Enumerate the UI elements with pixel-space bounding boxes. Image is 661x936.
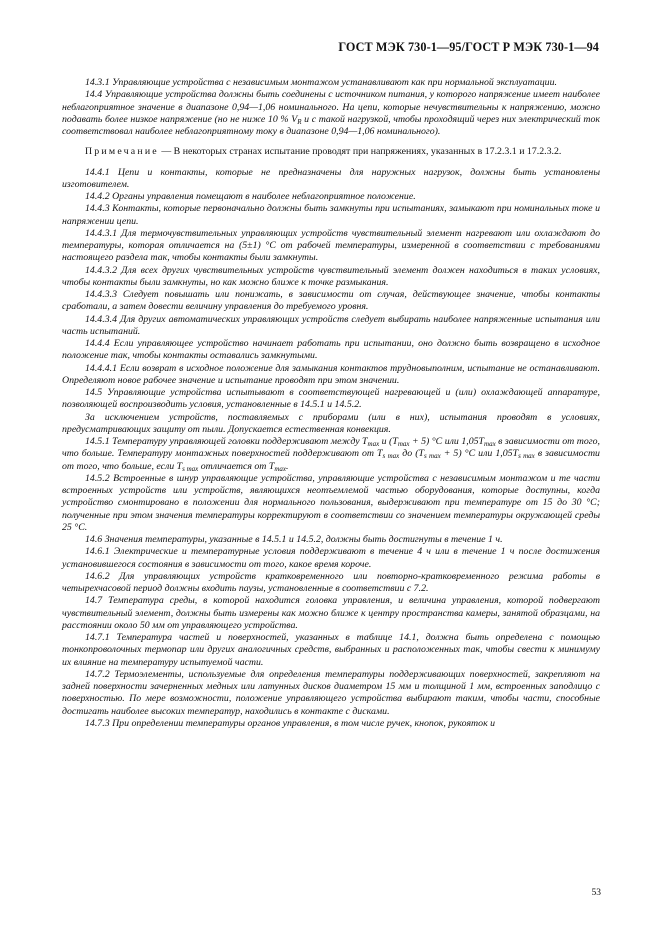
subscript: s max [382,452,400,461]
subscript: max [397,440,410,448]
text-run: + 5) °С или 1,05T [409,436,485,447]
paragraph: 14.7.3 При определении температуры органов управления, в том числе ручек, кнопок, рукояток и [85,717,496,729]
subscript: s max [518,452,535,461]
paragraph: 14.4.3.2 Для всех других чувствительных устройств чувствительный элемент должен находиться в таких условиях, чтобы контакты были замкнуты, но как можно ближе к точке размыкания. [62,264,600,288]
paragraph: 14.5.2 Встроенные в шнур управляющие устройства, управляющие устройства с независимым монтажом и те части встроенных устройств или устройств, являющихся неотъемлемой частью оборудования, которые доступны, когда устройство смонтировано в положении для нормального пользования, выдерживают при температуре от 15 до 30 °С; полученные при этом значения температуры корректируют в соответствии со значением температуры окружающей среды 25 °С. [62,472,600,533]
text-run: . [286,460,289,472]
paragraph: 14.7 Температура среды, в которой находится головка управления, и величина управления, которой подвергают чувствительный элемент, должны быть измерены как можно ближе к центру пространства камеры, занятой образцами, на расстоянии около 50 мм от управляющего устройства. [62,595,600,631]
paragraph-text: и с такой нагрузкой, чтобы проходящий через них электрический ток соответствовал наиболее неблагоприятному току в диапазоне 0,94—1,06 номинального). [62,113,600,137]
paragraph: 14.4.4 Если управляющее устройство начинает работать при испытании, оно должно быть возвращено в исходное положение так, чтобы контакты оставались замкнутыми. [62,338,600,362]
subscript: max [367,440,380,448]
paragraph: 14.7.1 Температура частей и поверхностей, указанных в таблице 14.1, должна быть определена с помощью тонкопроволочных термопар или других аналогичных средств, выбранных и расположенных так, чтобы свести к минимуму их влияние на температуру испытуемой части. [62,632,600,668]
note-label: Примечание [85,146,159,158]
paragraph: 14.6 Значения температуры, указанные в 14.5.1 и 14.5.2, должны быть достигнуты в течение 1 ч. [85,534,503,545]
paragraph-text: 14.4 Управляющие устройства должны быть соединены с источником питания, у которого напряжение имеет наиболее неблагоприятное значение в диапазоне 0,94—1,06 номинального. На цепи, которые нечувствительны к напряжению, можно подавать более низкое напряжение (но не ниже 10 % V [62,89,600,125]
paragraph: 14.4.4.1 Если возврат в исходное положение для замыкания контактов трудновыполним, испытание не останавливают. Определяют новое рабочее значение и испытание проводят при этом значении. [62,362,600,386]
subscript: R [297,117,302,126]
paragraph: 14.4.3.3 Следует повышать или понижать, в зависимости от случая, действующее значение, чтобы контакты сработали, а затем довести величину управления до требуемого уровня. [62,289,600,313]
paragraph: 14.6.1 Электрические и температурные условия поддерживают в течение 4 ч или в течение 1 ч после достижения установившегося состояния в зависимости от того, какое время короче. [62,546,600,570]
text-run: и (T [379,436,398,447]
paragraph: 14.6.2 Для управляющих устройств кратковременного или повторно-кратковременного режима работы в четырехчасовой период должны входить паузы, установленные в соответствии с 7.2. [62,570,600,594]
text-run: в зависимости от того, что больше. Температуру монтажных поверхностей поддерживают от T [62,436,600,460]
text-run: + 5) °С или 1,05T [440,448,519,460]
paragraph: 14.7.2 Термоэлементы, используемые для определения температуры поддерживающих поверхностей, закрепляют на задней поверхности зачерненных медных или латунных дисков диаметром 15 мм и толщиной 1 мм, встроенных заподлицо с поверхностью. По мере возможности, положение управляющего устройства выбирают таким, чтобы части, способные достигать наиболее высоких температур, находились в контакте с дисками. [62,668,600,717]
paragraph: 14.4.1 Цепи и контакты, которые не предназначены для наружных нагрузок, должны быть установлены изготовителем. [62,166,600,190]
subscript: s max [423,452,441,461]
text-run: до (T [399,448,424,460]
paragraph: За исключением устройств, поставляемых с приборами (или в них), испытания проводят в условиях, предусматривающих защиту от пыли. Допускается естественная конвекция. [62,411,600,435]
subscript: max [484,440,496,448]
page-number: 53 [591,888,601,898]
subscript: max [274,464,287,473]
paragraph: 14.3.1 Управляющие устройства с независимым монтажом устанавливают как при нормальной эксплуатации. [85,77,557,88]
text-run: в зависимости от того, что больше, если T [62,448,600,472]
document-body [62,77,600,730]
page-header-title: ГОСТ МЭК 730-1—95/ГОСТ Р МЭК 730-1—94 [338,40,599,54]
subscript: s max [182,464,199,473]
text-run: 14.5.1 Температуру управляющей головки поддерживают между T [85,436,368,447]
paragraph [62,89,600,138]
text-run: отличается от T [198,460,275,472]
note-paragraph [62,146,600,158]
paragraph: 14.4.3 Контакты, которые первоначально должны быть замкнуты при испытаниях, замыкают при номинальных токе и напряжении цепи. [62,203,600,227]
paragraph: 14.4.3.1 Для термочувствительных управляющих устройств чувствительный элемент нагревают или охлаждают до температуры, которая отличается на (5±1) °С от рабочей температуры, измеренной в соответствии с требованиями настоящего раздела так, чтобы контакты были замкнуты. [62,227,600,264]
paragraph: 14.5 Управляющие устройства испытывают в соответствующей нагревающей и (или) охлаждающей аппаратуре, позволяющей воспроизводить условия, установленные в 14.5.1 и 14.5.2. [62,387,600,411]
paragraph: 14.4.2 Органы управления помещают в наиболее неблагоприятное положение. [85,191,416,202]
paragraph-temperature [62,436,600,473]
note-text: — В некоторых странах испытание проводят при напряжениях, указанных в 17.2.3.1 и 17.2.3.2. [161,146,562,158]
paragraph: 14.4.3.4 Для других автоматических управляющих устройств следует выбирать наиболее напряженные испытания или часть испытаний. [62,313,600,337]
